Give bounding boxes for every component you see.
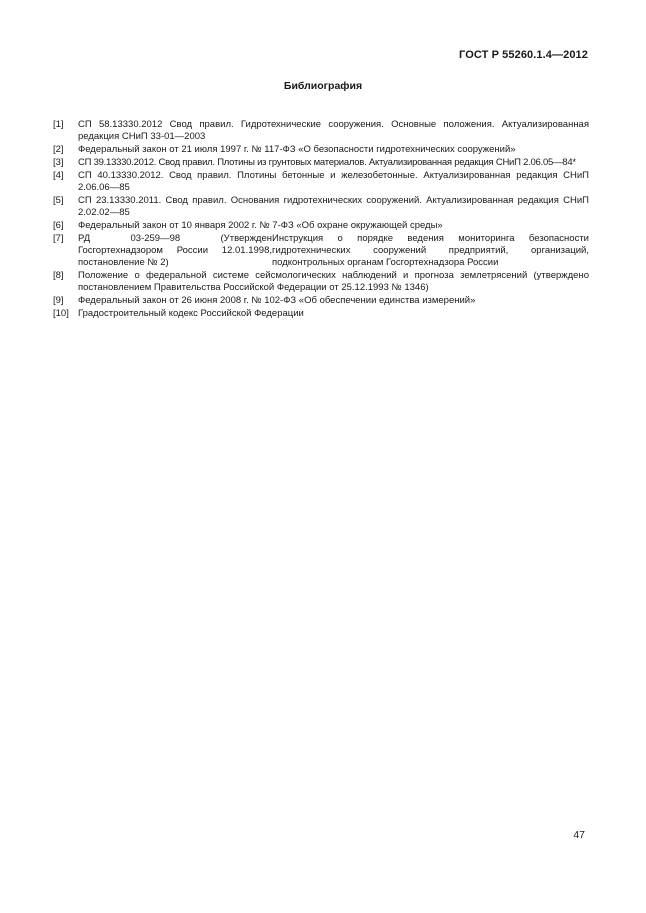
entry-text: Федеральный закон от 10 января 2002 г. № 7-ФЗ «Об охране окружающей среды» bbox=[78, 220, 443, 232]
bibliography-entry-3 bbox=[53, 157, 589, 169]
bibliography-entry-6 bbox=[53, 220, 589, 232]
bibliography-entry-2 bbox=[53, 144, 589, 156]
entry-number: [5] bbox=[53, 195, 64, 207]
entry-text: СП 40.13330.2012. Свод правил. Плотины бетонные и железобетонные. Актуализированная редакция СНиП 2.06.06—85 bbox=[78, 170, 589, 194]
entry-text: СП 39.13330.2012. Свод правил. Плотины из грунтовых материалов. Актуализированная редакция СНиП 2.06.05—84* bbox=[78, 157, 576, 169]
page-title: Библиография bbox=[283, 80, 363, 92]
entry-number: [4] bbox=[53, 170, 64, 182]
bibliography-entry-4 bbox=[53, 170, 589, 193]
page-number: 47 bbox=[573, 829, 585, 841]
entry-number: [7] bbox=[53, 233, 64, 245]
entry-number: [3] bbox=[53, 157, 64, 169]
entry-text: СП 58.13330.2012 Свод правил. Гидротехнические сооружения. Основные положения. Актуализированная редакция СНиП 33-01—2003 bbox=[78, 119, 589, 142]
entry-document-title: Инструкция о порядке ведения мониторинга безопасности гидротехнических сооружений предприятий, организаций, подконтрольных органам Госгортехнадзора России bbox=[272, 233, 589, 268]
entry-number: [1] bbox=[53, 119, 64, 130]
entry-number: [6] bbox=[53, 220, 64, 232]
bibliography-entry-5 bbox=[53, 195, 589, 218]
bibliography-entry-8 bbox=[53, 270, 589, 293]
entry-number: [9] bbox=[53, 294, 64, 306]
bibliography-list bbox=[53, 119, 589, 321]
entry-number: [2] bbox=[53, 143, 64, 155]
entry-number: [8] bbox=[53, 269, 64, 281]
entry-text: СП 23.13330.2011. Свод правил. Основания гидротехнических сооружений. Актуализированная редакция СНиП 2.02.02—85 bbox=[78, 195, 589, 218]
standard-code-header: ГОСТ Р 55260.1.4—2012 bbox=[459, 49, 588, 61]
bibliography-entry-7 bbox=[53, 233, 589, 268]
entry-text: Федеральный закон от 21 июля 1997 г. № 117-ФЗ «О безопасности гидротехнических сооружений» bbox=[78, 143, 516, 155]
entry-number: [10] bbox=[53, 308, 69, 320]
bibliography-entry-9 bbox=[53, 295, 589, 307]
entry-text: Градостроительный кодекс Российской Федерации bbox=[78, 308, 304, 320]
bibliography-entry-1 bbox=[53, 119, 589, 142]
entry-document-source: РД 03-259—98 (Утвержден Госгортехнадзором России 12.01.1998, постановление № 2) bbox=[78, 233, 272, 268]
entry-text: Федеральный закон от 26 июня 2008 г. № 102-ФЗ «Об обеспечении единства измерений» bbox=[78, 294, 476, 306]
bibliography-entry-10 bbox=[53, 308, 589, 320]
entry-text: Положение о федеральной системе сейсмологических наблюдений и прогноза землетрясений (утверждено постановлением Правительства Российской Федерации от 25.12.1993 № 1346) bbox=[78, 269, 589, 293]
entry-split-text bbox=[78, 233, 589, 268]
